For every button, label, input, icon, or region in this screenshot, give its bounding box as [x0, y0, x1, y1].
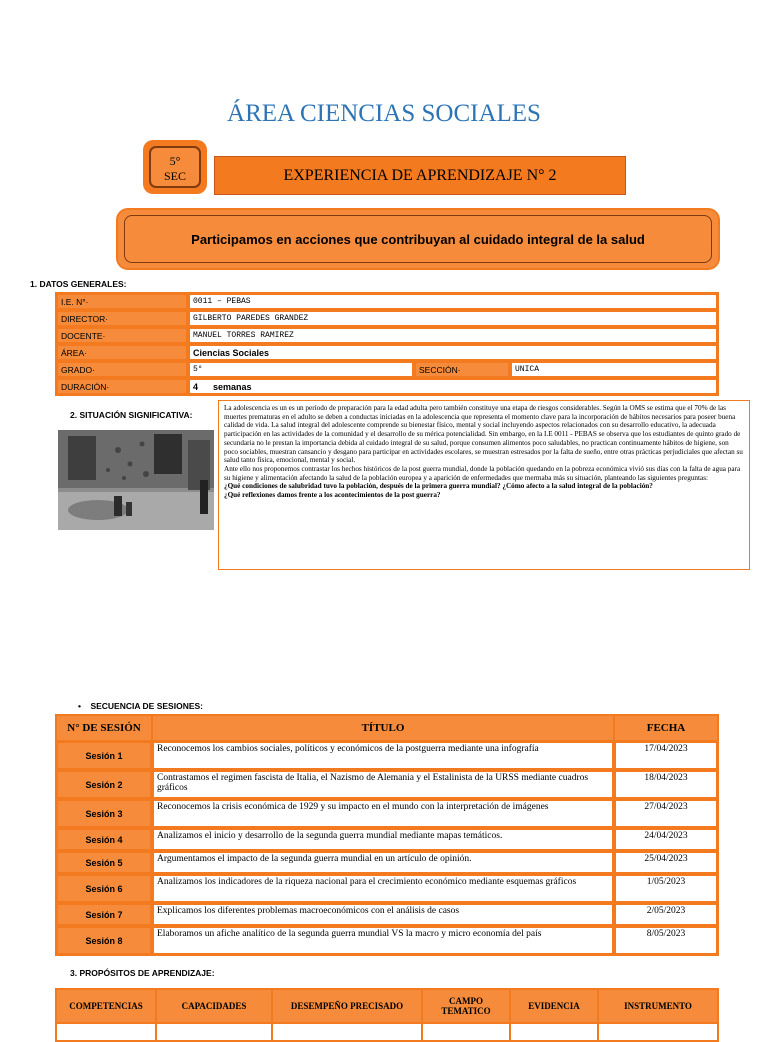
- seccion-value: UNICA: [511, 362, 717, 377]
- session-title: Analizamos el inicio y desarrollo de la segunda guerra mundial mediante mapas temáticos.: [153, 829, 613, 850]
- grade-badge-text: [149, 146, 201, 188]
- session-date: 25/04/2023: [615, 852, 717, 873]
- session-date: 1/05/2023: [615, 875, 717, 902]
- docente-value: MANUEL TORRES RAMIREZ: [189, 328, 717, 343]
- table-header-row: [57, 990, 717, 1022]
- table-row: [57, 852, 717, 873]
- session-number: Sesión 7: [57, 904, 151, 925]
- table-header-row: [57, 716, 717, 740]
- duracion-value: 4 semanas: [189, 379, 717, 394]
- table-row: [57, 294, 717, 309]
- session-date: 18/04/2023: [615, 771, 717, 798]
- table-row: [57, 875, 717, 902]
- ie-value: 0011 – PEBAS: [189, 294, 717, 309]
- col-capacidades: CAPACIDADES: [157, 990, 271, 1022]
- col-evidencia: EVIDENCIA: [511, 990, 597, 1022]
- table-row: [57, 904, 717, 925]
- col-title: TÍTULO: [153, 716, 613, 740]
- session-date: 24/04/2023: [615, 829, 717, 850]
- col-session: N° DE SESIÓN: [57, 716, 151, 740]
- area-label: ÁREA·: [57, 345, 187, 360]
- grade-badge: [143, 140, 207, 194]
- sesiones-heading-text: SECUENCIA DE SESIONES:: [90, 701, 204, 711]
- session-number: Sesión 6: [57, 875, 151, 902]
- area-value: Ciencias Sociales: [189, 345, 717, 360]
- situacion-heading: 2. SITUACIÓN SIGNIFICATIVA:: [70, 410, 193, 420]
- session-date: 2/05/2023: [615, 904, 717, 925]
- table-row: [57, 311, 717, 326]
- session-title: Reconocemos los cambios sociales, políticos y económicos de la postguerra mediante una infografía: [153, 742, 613, 769]
- session-number: Sesión 5: [57, 852, 151, 873]
- table-row: [57, 379, 717, 394]
- propositos-heading: 3. PROPÓSITOS DE APRENDIZAJE:: [70, 968, 215, 978]
- general-data-table: [55, 292, 719, 396]
- table-row: [57, 927, 717, 954]
- situation-paragraph-2: Ante ello nos proponemos contrastar los hechos históricos de la post guerra mundial, donde la población quedando en la pobreza económica vivió sus días con la falta de agua para su higiene y alimentación afectando la salud de la población europea y a aparición de enfermedades que mermaba más su situación, planteando las siguientes preguntas:: [224, 464, 741, 482]
- grade-badge-grade: 5°: [169, 154, 181, 168]
- session-title: Elaboramos un afiche analítico de la segunda guerra mundial VS la macro y micro economía del país: [153, 927, 613, 954]
- col-date: FECHA: [615, 716, 717, 740]
- grado-label: GRADO·: [57, 362, 187, 377]
- grado-value: 5°: [189, 362, 413, 377]
- table-row: [57, 345, 717, 360]
- table-row: [57, 328, 717, 343]
- col-desempeno: DESEMPEÑO PRECISADO: [273, 990, 421, 1022]
- table-cell: [273, 1024, 421, 1040]
- table-row: [57, 742, 717, 769]
- sesiones-heading: [78, 701, 203, 711]
- duracion-label: DURACIÓN·: [57, 379, 187, 394]
- datos-generales-heading: 1. DATOS GENERALES:: [30, 279, 127, 289]
- seccion-label: SECCIÓN·: [415, 362, 509, 377]
- session-number: Sesión 4: [57, 829, 151, 850]
- purpose-text: Participamos en acciones que contribuyan al cuidado integral de la salud: [124, 215, 712, 263]
- col-instrumento: INSTRUMENTO: [599, 990, 717, 1022]
- postwar-photo: [58, 430, 214, 530]
- session-date: 8/05/2023: [615, 927, 717, 954]
- docente-label: DOCENTE·: [57, 328, 187, 343]
- postwar-photo-illustration: [58, 430, 214, 530]
- situation-text-box: [218, 400, 750, 570]
- col-competencias: COMPETENCIAS: [57, 990, 155, 1022]
- page-title: ÁREA CIENCIAS SOCIALES: [227, 100, 541, 127]
- table-cell: [57, 1024, 155, 1040]
- bullet-icon: •: [78, 701, 91, 711]
- purposes-table: [55, 988, 719, 1042]
- grade-badge-level: SEC: [163, 169, 186, 183]
- table-cell: [599, 1024, 717, 1040]
- situation-question-1: ¿Qué condiciones de salubridad tuvo la población, después de la primera guerra mundial? ¿Cómo afecto a la salud integral de la población?: [224, 482, 653, 491]
- table-row: [57, 1024, 717, 1040]
- director-value: GILBERTO PAREDES GRANDEZ: [189, 311, 717, 326]
- session-title: Analizamos los indicadores de la riqueza nacional para el crecimiento económico mediante esquemas gráficos: [153, 875, 613, 902]
- session-title: Explicamos los diferentes problemas macroeconómicos con el análisis de casos: [153, 904, 613, 925]
- col-campo-tematico: CAMPO TEMATICO: [423, 990, 509, 1022]
- purpose-banner: [116, 208, 720, 270]
- session-number: Sesión 1: [57, 742, 151, 769]
- experience-title: EXPERIENCIA DE APRENDIZAJE N° 2: [214, 156, 626, 195]
- session-date: 17/04/2023: [615, 742, 717, 769]
- table-row: [57, 829, 717, 850]
- session-number: Sesión 3: [57, 800, 151, 827]
- session-number: Sesión 2: [57, 771, 151, 798]
- situation-question-2: ¿Qué reflexiones damos frente a los acontecimientos de la post guerra?: [224, 491, 441, 500]
- situation-paragraph-1: La adolescencia es un es un período de preparación para la edad adulta pero también constituye una etapa de riesgos considerables. Según la OMS se estima que el 70% de las muertes prematuras en el adulto se deben a conductas iniciadas en la adolescencia que representa el momento clave para la incorporación de hábitos necesarios para poseer buena calidad de vida. La salud integral del adolescente comprende su bienestar físico, mental y social incluyendo aspectos relacionados con su desarrollo educativo, la adecuada participación en las actividades de la comunidad y el desarrollo de su mérica potencialidad. Sin embargo, en la I.E 0011 - PEBAS se observa que los estudiantes de quinto grado de secundaria no le prestan la importancia debida al cuidado integral de su salud, porque consumen alimentos poco saludables, no practican continuamente hábitos de higiene, son poco sociables, muestran cansancio y desgano para participar en actividades escolares, se muestran estresados por la falta de sueño, entre otras prácticas perjudiciales que afectan su salud tanto física, emocional, mental y social.: [224, 404, 743, 465]
- sessions-table: [55, 714, 719, 956]
- table-row: [57, 800, 717, 827]
- session-title: Contrastamos el regimen fascista de Italia, el Nazismo de Alemania y el Estalinista de la URSS mediante cuadros gráficos: [153, 771, 613, 798]
- ie-label: I.E. N°·: [57, 294, 187, 309]
- table-row: [57, 771, 717, 798]
- table-cell: [423, 1024, 509, 1040]
- table-row: [57, 362, 717, 377]
- session-date: 27/04/2023: [615, 800, 717, 827]
- table-cell: [511, 1024, 597, 1040]
- session-title: Reconocemos la crisis económica de 1929 y su impacto en el mundo con la interpretación de imágenes: [153, 800, 613, 827]
- session-title: Argumentamos el impacto de la segunda guerra mundial en un artículo de opinión.: [153, 852, 613, 873]
- director-label: DIRECTOR·: [57, 311, 187, 326]
- session-number: Sesión 8: [57, 927, 151, 954]
- table-cell: [157, 1024, 271, 1040]
